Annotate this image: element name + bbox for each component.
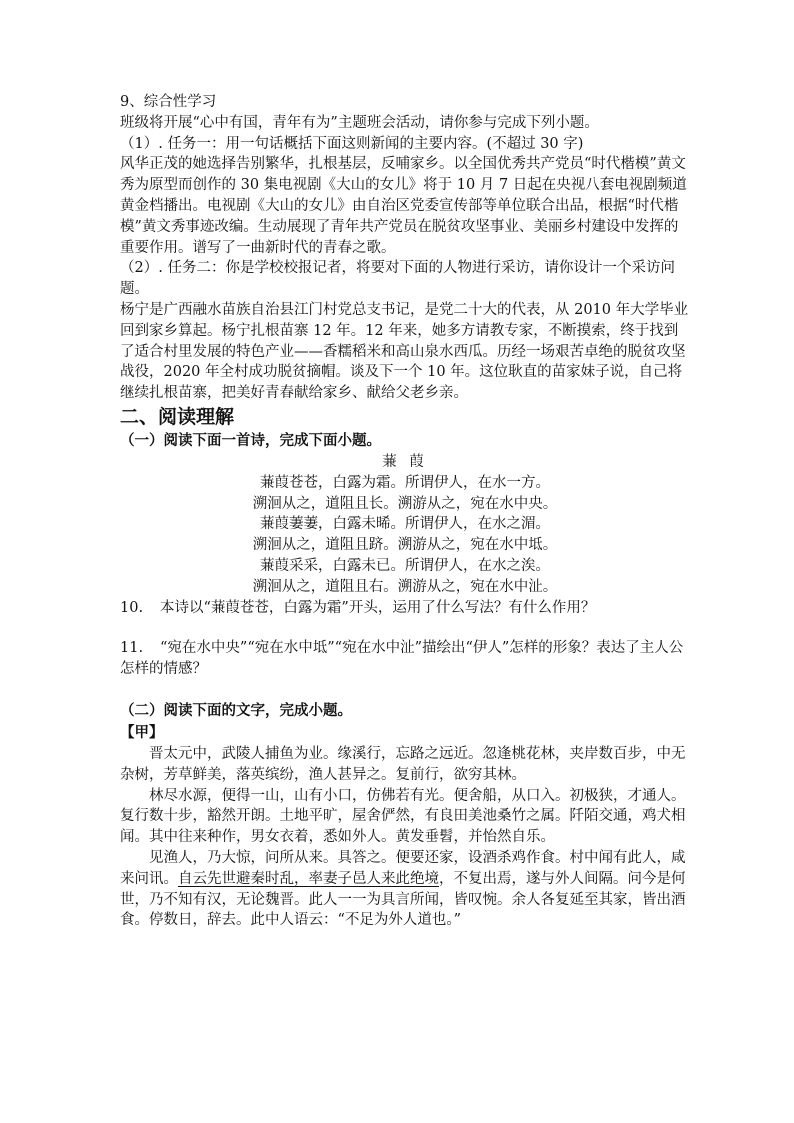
document-page: [120, 92, 690, 931]
paragraph-3-part-a: 见渔人，乃大惊，问所从来。具答之。便要还家，设酒杀鸡作食。村中闻有此人，咸来问讯。: [120, 849, 686, 887]
poem-title: 蒹 葭: [382, 453, 428, 470]
poem-body: [120, 473, 690, 598]
task1-prompt: （1）. 任务一：用一句话概括下面这则新闻的主要内容。(不超过 30 字): [120, 135, 584, 152]
answer-space: [120, 618, 690, 638]
question-11-text: “宛在水中央”“宛在水中坻”“宛在水中沚”描绘出“伊人”怎样的形象？表达了主人公怎样的情感？: [120, 640, 684, 678]
paragraph-3-part-b: ，不复出焉，遂与外人间隔。问今是何世，乃不知有汉，无论魏晋。此人一一为具言所闻，皆叹惋。余人各复延至其家，皆出酒食。停数日，辞去。此中人语云：“不足为外人道也。”: [120, 870, 686, 929]
answer-space: [120, 680, 690, 700]
passage-paragraph-1: 晋太元中，武陵人捕鱼为业。缘溪行，忘路之远近。忽逢桃花林，夹岸数百步，中无杂树，芳草鲜美，落英缤纷，渔人甚异之。复前行，欲穷其林。: [120, 745, 686, 783]
underlined-sentence: 自云先世避秦时乱，率妻子邑人来此绝境: [178, 870, 439, 887]
passage-paragraph-2: 林尽水源，便得一山，山有小口，仿佛若有光。便舍船，从口入。初极狭，才通人。复行数十步，豁然开朗。土地平旷，屋舍俨然，有良田美池桑竹之属。阡陌交通，鸡犬相闻。其中往来种作，男女衣着，悉如外人。黄发垂髫，并怡然自乐。: [120, 787, 686, 846]
passage-label-jia: 【甲】: [120, 724, 164, 741]
reading-heading: 二、阅读理解: [120, 405, 235, 428]
poem-line: 溯洄从之，道阻且长。溯游从之，宛在水中央。: [252, 495, 558, 512]
section9-intro: 班级将开展“心中有国，青年有为”主题班会活动，请你参与完成下列小题。: [120, 114, 599, 131]
question-10-text: 本诗以“蒹葭苍苍，白露为霜”开头，运用了什么写法？有什么作用？: [160, 599, 596, 616]
question-11: [120, 638, 690, 680]
task2-prompt: （2）. 任务二：你是学校校报记者，将要对下面的人物进行采访，请你设计一个采访问题。: [120, 260, 675, 298]
question-11-number: 11.: [120, 640, 144, 657]
passage-paragraph-3: [120, 848, 690, 931]
poem-line: 蒹葭苍苍，白露为霜。所谓伊人，在水一方。: [260, 474, 550, 491]
poem-line: 溯洄从之，道阻且右。溯游从之，宛在水中沚。: [252, 578, 558, 595]
part1-heading: （一）阅读下面一首诗，完成下面小题。: [120, 432, 381, 449]
part2-heading: （二）阅读下面的文字，完成小题。: [120, 702, 352, 719]
section9-heading: 9、综合性学习: [120, 94, 217, 110]
poem-line: 溯洄从之，道阻且跻。溯游从之，宛在水中坻。: [252, 537, 558, 554]
poem-line: 蒹葭萋萋，白露未晞。所谓伊人，在水之湄。: [260, 516, 550, 533]
question-10-number: 10.: [120, 599, 144, 616]
poem-line: 蒹葭采采，白露未已。所谓伊人，在水之涘。: [260, 557, 550, 574]
question-10: [120, 598, 690, 619]
task2-text: 杨宁是广西融水苗族自治县江门村党总支书记，是党二十大的代表，从 2010 年大学毕业回到家乡算起。杨宁扎根苗寨 12 年。12 年来，她多方请教专家，不断摸索，终于找到了适合村里发展的特色产业——香糯稻米和高山泉水西瓜。历经一场艰苦卓绝的脱贫攻坚战役，2020 年全村成功脱贫摘帽。谈及下一个 10 年。这位耿直的苗家妹子说，自己将继续扎根苗寨，把美好青春献给家乡、献给父老乡亲。: [120, 301, 689, 402]
task1-text: 风华正茂的她选择告别繁华，扎根基层，反哺家乡。以全国优秀共产党员“时代楷模”黄文秀为原型而创作的 30 集电视剧《大山的女儿》将于 10 月 7 日起在央视八套电视剧频道黄金档播出。电视剧《大山的女儿》由自治区党委宣传部等单位联合出品，根据“时代楷模”黄文秀事迹改编。生动展现了青年共产党员在脱贫攻坚事业、美丽乡村建设中发挥的重要作用。谱写了一曲新时代的青春之歌。: [120, 156, 687, 256]
